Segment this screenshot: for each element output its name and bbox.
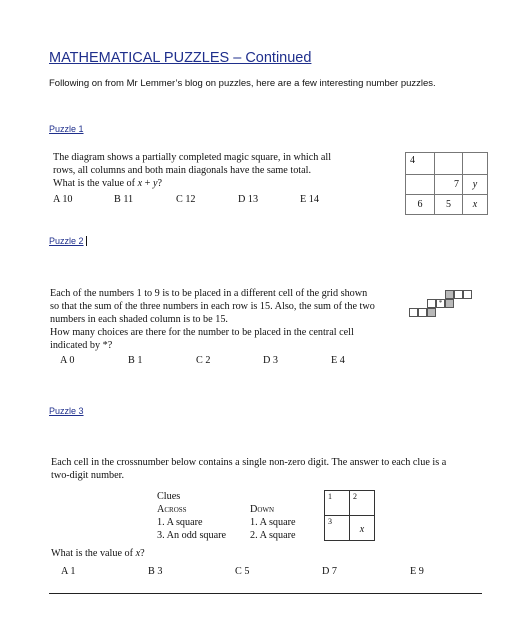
down-clues	[250, 503, 296, 542]
choice-b: B 1	[128, 355, 143, 366]
puzzle-2-line: indicated by *?	[50, 340, 113, 351]
puzzle-2-line: How many choices are there for the number to be placed in the central cell	[50, 327, 354, 338]
choice-e: E 4	[331, 355, 345, 366]
grid-cell	[418, 308, 427, 317]
down-heading: Down	[250, 504, 275, 515]
across-heading: Across	[157, 504, 187, 515]
puzzle-1-label: Puzzle 1	[49, 124, 84, 134]
crossnumber-grid	[324, 490, 375, 541]
puzzle-2-line: Each of the numbers 1 to 9 is to be placed in a different cell of the grid shown	[50, 288, 368, 299]
puzzle-3-question: What is the value of x?	[51, 548, 145, 559]
cell-number: 1	[328, 492, 332, 501]
clues-block	[157, 490, 180, 503]
across-clue: 3. An odd square	[157, 530, 227, 541]
magic-square-cell: 7	[435, 175, 463, 195]
choice-b: B 3	[148, 566, 163, 577]
choice-a: A 0	[60, 355, 75, 366]
puzzle-3-text	[51, 456, 446, 482]
puzzle-3-line: two-digit number.	[51, 470, 125, 481]
magic-square-cell: 4	[406, 153, 435, 175]
puzzle-2-line: numbers in each shaded column is to be 15.	[50, 314, 228, 325]
cell-variable: x	[359, 524, 365, 535]
bottom-divider	[49, 593, 482, 594]
puzzle-1-line: The diagram shows a partially completed magic square, in which all	[53, 152, 332, 163]
grid-cell	[427, 299, 436, 308]
staircase-grid	[405, 290, 477, 322]
puzzle-1-text	[53, 151, 331, 190]
magic-square-cell	[435, 153, 463, 175]
puzzle-1-line: What is the value of x + y?	[53, 178, 163, 189]
across-clues	[157, 503, 226, 542]
crossnumber-cell	[349, 490, 375, 516]
grid-cell-center: *	[436, 299, 445, 308]
choice-c: C 2	[196, 355, 211, 366]
grid-cell	[454, 290, 463, 299]
intro-text: Following on from Mr Lemmer’s blog on puzzles, here are a few interesting number puzzles.	[49, 78, 436, 89]
puzzle-2-line: so that the sum of the three numbers in each row is 15. Also, the sum of the two	[50, 301, 375, 312]
choice-a: A 1	[61, 566, 76, 577]
across-clue: 1. A square	[157, 517, 203, 528]
magic-square-cell	[406, 175, 435, 195]
choice-e: E 14	[300, 194, 319, 205]
magic-square-cell: y	[463, 175, 488, 195]
puzzle-2-label: Puzzle 2	[49, 236, 87, 246]
choice-a: A 10	[53, 194, 73, 205]
choice-d: D 7	[322, 566, 337, 577]
crossnumber-cell	[324, 515, 350, 541]
cell-number: 2	[353, 492, 357, 501]
crossnumber-cell	[324, 490, 350, 516]
down-clue: 1. A square	[250, 517, 296, 528]
grid-cell-shaded	[427, 308, 436, 317]
magic-square-cell: 6	[406, 195, 435, 215]
choice-d: D 13	[238, 194, 259, 205]
choice-c: C 12	[176, 194, 196, 205]
puzzle-3-label: Puzzle 3	[49, 406, 84, 416]
magic-square-cell: x	[463, 195, 488, 215]
grid-cell-shaded	[445, 290, 454, 299]
cell-number: 3	[328, 517, 332, 526]
clues-heading: Clues	[157, 491, 181, 502]
grid-cell	[409, 308, 418, 317]
down-clue: 2. A square	[250, 530, 296, 541]
puzzle-3-line: Each cell in the crossnumber below contains a single non-zero digit. The answer to each clue is a	[51, 457, 447, 468]
puzzle-1-line: rows, all columns and both main diagonals have the same total.	[53, 165, 312, 176]
choice-e: E 9	[410, 566, 424, 577]
puzzle-2-text	[50, 287, 375, 352]
magic-square-grid	[405, 152, 488, 215]
choice-d: D 3	[263, 355, 278, 366]
magic-square-cell	[463, 153, 488, 175]
puzzle-3-choices	[61, 566, 441, 580]
choice-c: C 5	[235, 566, 250, 577]
magic-square-cell: 5	[435, 195, 463, 215]
choice-b: B 11	[114, 194, 134, 205]
puzzle-1-choices	[53, 194, 353, 208]
grid-cell-shaded	[445, 299, 454, 308]
grid-cell	[463, 290, 472, 299]
puzzle-2-choices	[60, 355, 360, 369]
crossnumber-cell	[349, 515, 375, 541]
page-title: MATHEMATICAL PUZZLES – Continued	[49, 50, 312, 66]
